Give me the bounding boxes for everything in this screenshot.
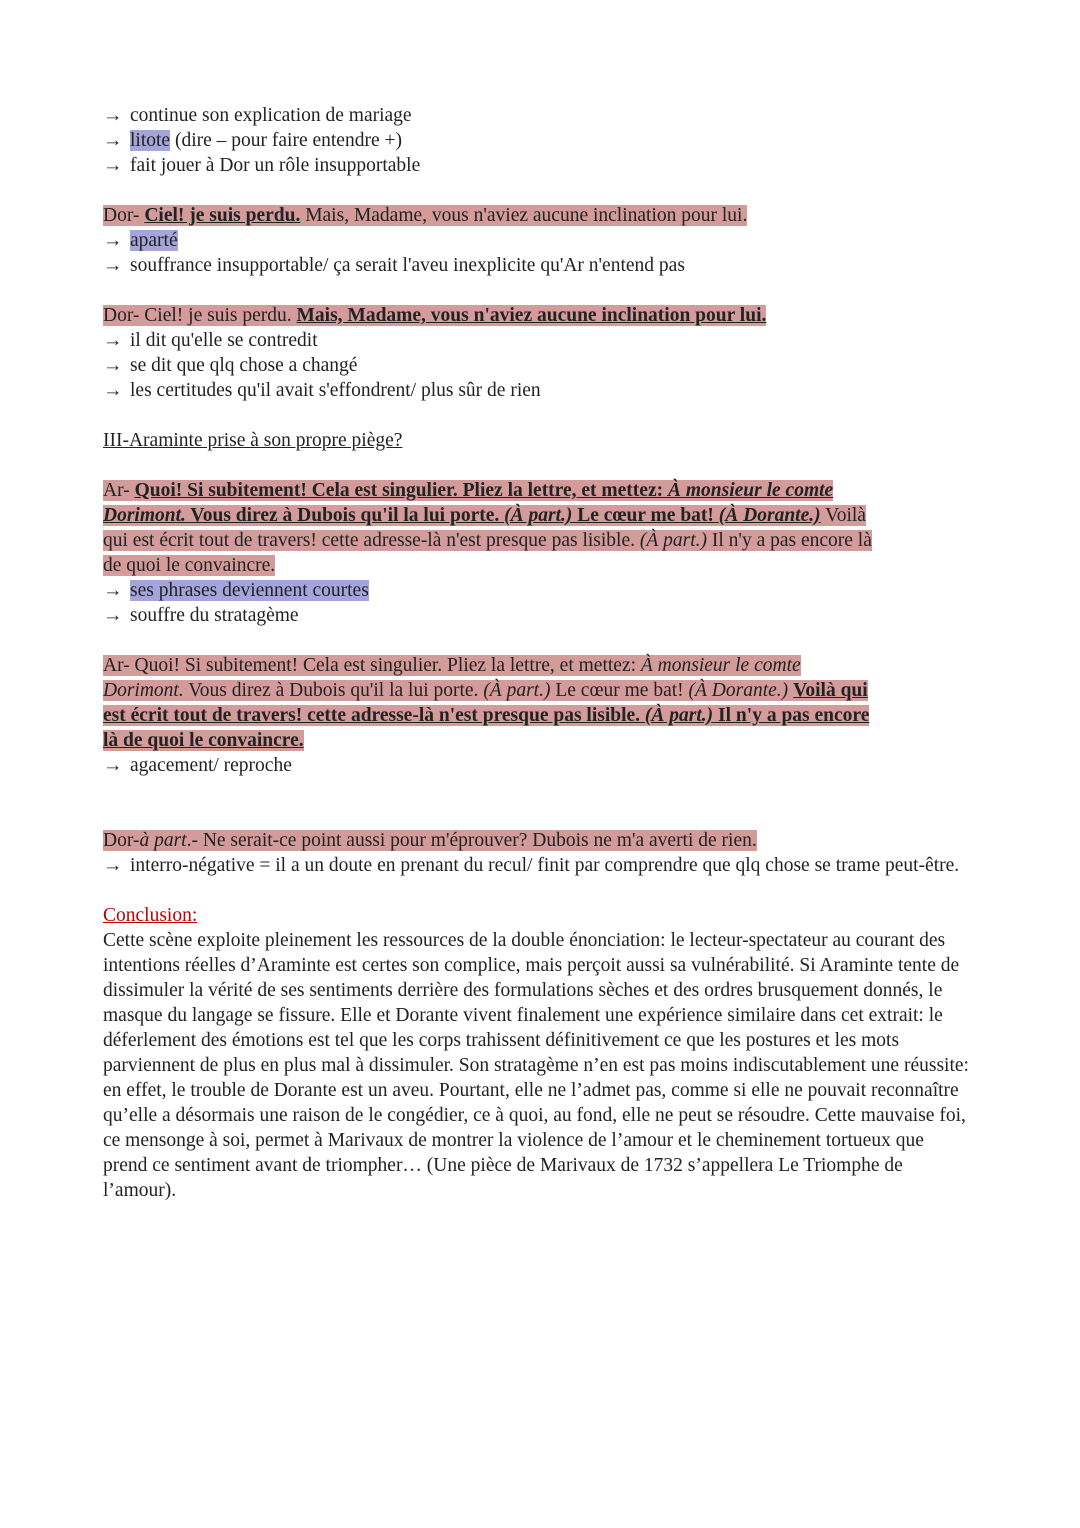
arrow-icon: → bbox=[103, 355, 123, 376]
arrow-icon: → bbox=[103, 855, 123, 876]
highlight-term: litote bbox=[130, 130, 171, 151]
arrow-icon: → bbox=[103, 380, 123, 401]
quote-line: Dor- Ciel! je suis perdu. Mais, Madame, vous n'aviez aucune inclination pour lui. bbox=[103, 305, 767, 326]
note-line: → litote (dire – pour faire entendre +) bbox=[103, 130, 402, 151]
note-line: → se dit que qlq chose a changé bbox=[103, 355, 358, 376]
quote-line: Ar- Quoi! Si subitement! Cela est singulier. Pliez la lettre, et mettez: À monsieur le comte bbox=[103, 480, 834, 501]
note-paragraph: → interro-négative = il a un doute en prenant du recul/ finit par comprendre que qlq chose se trame peut-être. bbox=[103, 855, 960, 876]
document-page bbox=[103, 103, 971, 1203]
note-line bbox=[103, 228, 971, 253]
arrow-icon: → bbox=[103, 105, 123, 126]
note-line: → les certitudes qu'il avait s'effondrent/ plus sûr de rien bbox=[103, 380, 541, 401]
conclusion-heading: Conclusion: bbox=[103, 905, 198, 926]
quote-line: de quoi le convaincre. bbox=[103, 555, 276, 576]
arrow-icon: → bbox=[103, 755, 123, 776]
note-line: → continue son explication de mariage bbox=[103, 105, 412, 126]
quote-line: Ar- Quoi! Si subitement! Cela est singulier. Pliez la lettre, et mettez: À monsieur le comte bbox=[103, 655, 801, 676]
arrow-icon: → bbox=[103, 255, 123, 276]
quote-line: est écrit tout de travers! cette adresse-là n'est presque pas lisible. (À part.) Il n'y a pas encore bbox=[103, 705, 870, 726]
quote-line: Dor-à part.- Ne serait-ce point aussi pour m'éprouver? Dubois ne m'a averti de rien. bbox=[103, 830, 757, 851]
note-line: → souffrance insupportable/ ça serait l'aveu inexplicite qu'Ar n'entend pas bbox=[103, 255, 685, 276]
note-line: → il dit qu'elle se contredit bbox=[103, 330, 318, 351]
quote-line: là de quoi le convaincre. bbox=[103, 730, 304, 751]
arrow-icon: → bbox=[103, 580, 123, 601]
conclusion-paragraph: Cette scène exploite pleinement les ressources de la double énonciation: le lecteur-spectateur au courant des intentions réelles d’Araminte est certes son complice, mais perçoit aussi sa vulnérabilité. Si Araminte tente de dissimuler la vérité de ses sentiments derrière des formulations sèches et des ordres brusquement donnés, le masque du langage se fissure. Elle et Dorante vivent finalement une expérience similaire dans cet extrait: le déferlement des émotions est tel que les corps trahissent définitivement ce que les postures et les mots parviennent de plus en plus mal à dissimuler. Son stratagème n’en est pas moins indiscutablement une réussite: en effet, le trouble de Dorante est un aveu. Pourtant, elle ne l’admet pas, comme si elle ne pouvait reconnaître qu’elle a désormais une raison de le congédier, ce à quoi, au fond, elle ne peut se résoudre. Cette mauvaise foi, ce mensonge à soi, permet à Marivaux de montrer la violence de l’amour et le cheminement tortueux que prend ce sentiment avant de triompher… (Une pièce de Marivaux de 1732 s’appellera Le Triomphe de l’amour). bbox=[103, 930, 969, 1201]
highlight-term: aparté bbox=[130, 230, 178, 251]
section-heading: III-Araminte prise à son propre piège? bbox=[103, 430, 403, 451]
arrow-icon: → bbox=[103, 130, 123, 151]
highlight-term: ses phrases deviennent courtes bbox=[130, 580, 369, 601]
arrow-icon: → bbox=[103, 230, 123, 251]
note-line: → souffre du stratagème bbox=[103, 605, 299, 626]
note-line: → fait jouer à Dor un rôle insupportable bbox=[103, 155, 421, 176]
arrow-icon: → bbox=[103, 605, 123, 626]
note-line bbox=[103, 578, 971, 603]
quote-line: Dorimont. Vous direz à Dubois qu'il la lui porte. (À part.) Le cœur me bat! (À Dorante.) Voilà qui bbox=[103, 680, 868, 701]
arrow-icon: → bbox=[103, 330, 123, 351]
quote-line: qui est écrit tout de travers! cette adresse-là n'est presque pas lisible. (À part.) Il n'y a pas encore là bbox=[103, 530, 872, 551]
arrow-icon: → bbox=[103, 155, 123, 176]
quote-line: Dor- Ciel! je suis perdu. Mais, Madame, vous n'aviez aucune inclination pour lui. bbox=[103, 205, 748, 226]
quote-line: Dorimont. Vous direz à Dubois qu'il la lui porte. (À part.) Le cœur me bat! (À Dorante.) Voilà bbox=[103, 505, 866, 526]
note-line: → agacement/ reproche bbox=[103, 755, 292, 776]
